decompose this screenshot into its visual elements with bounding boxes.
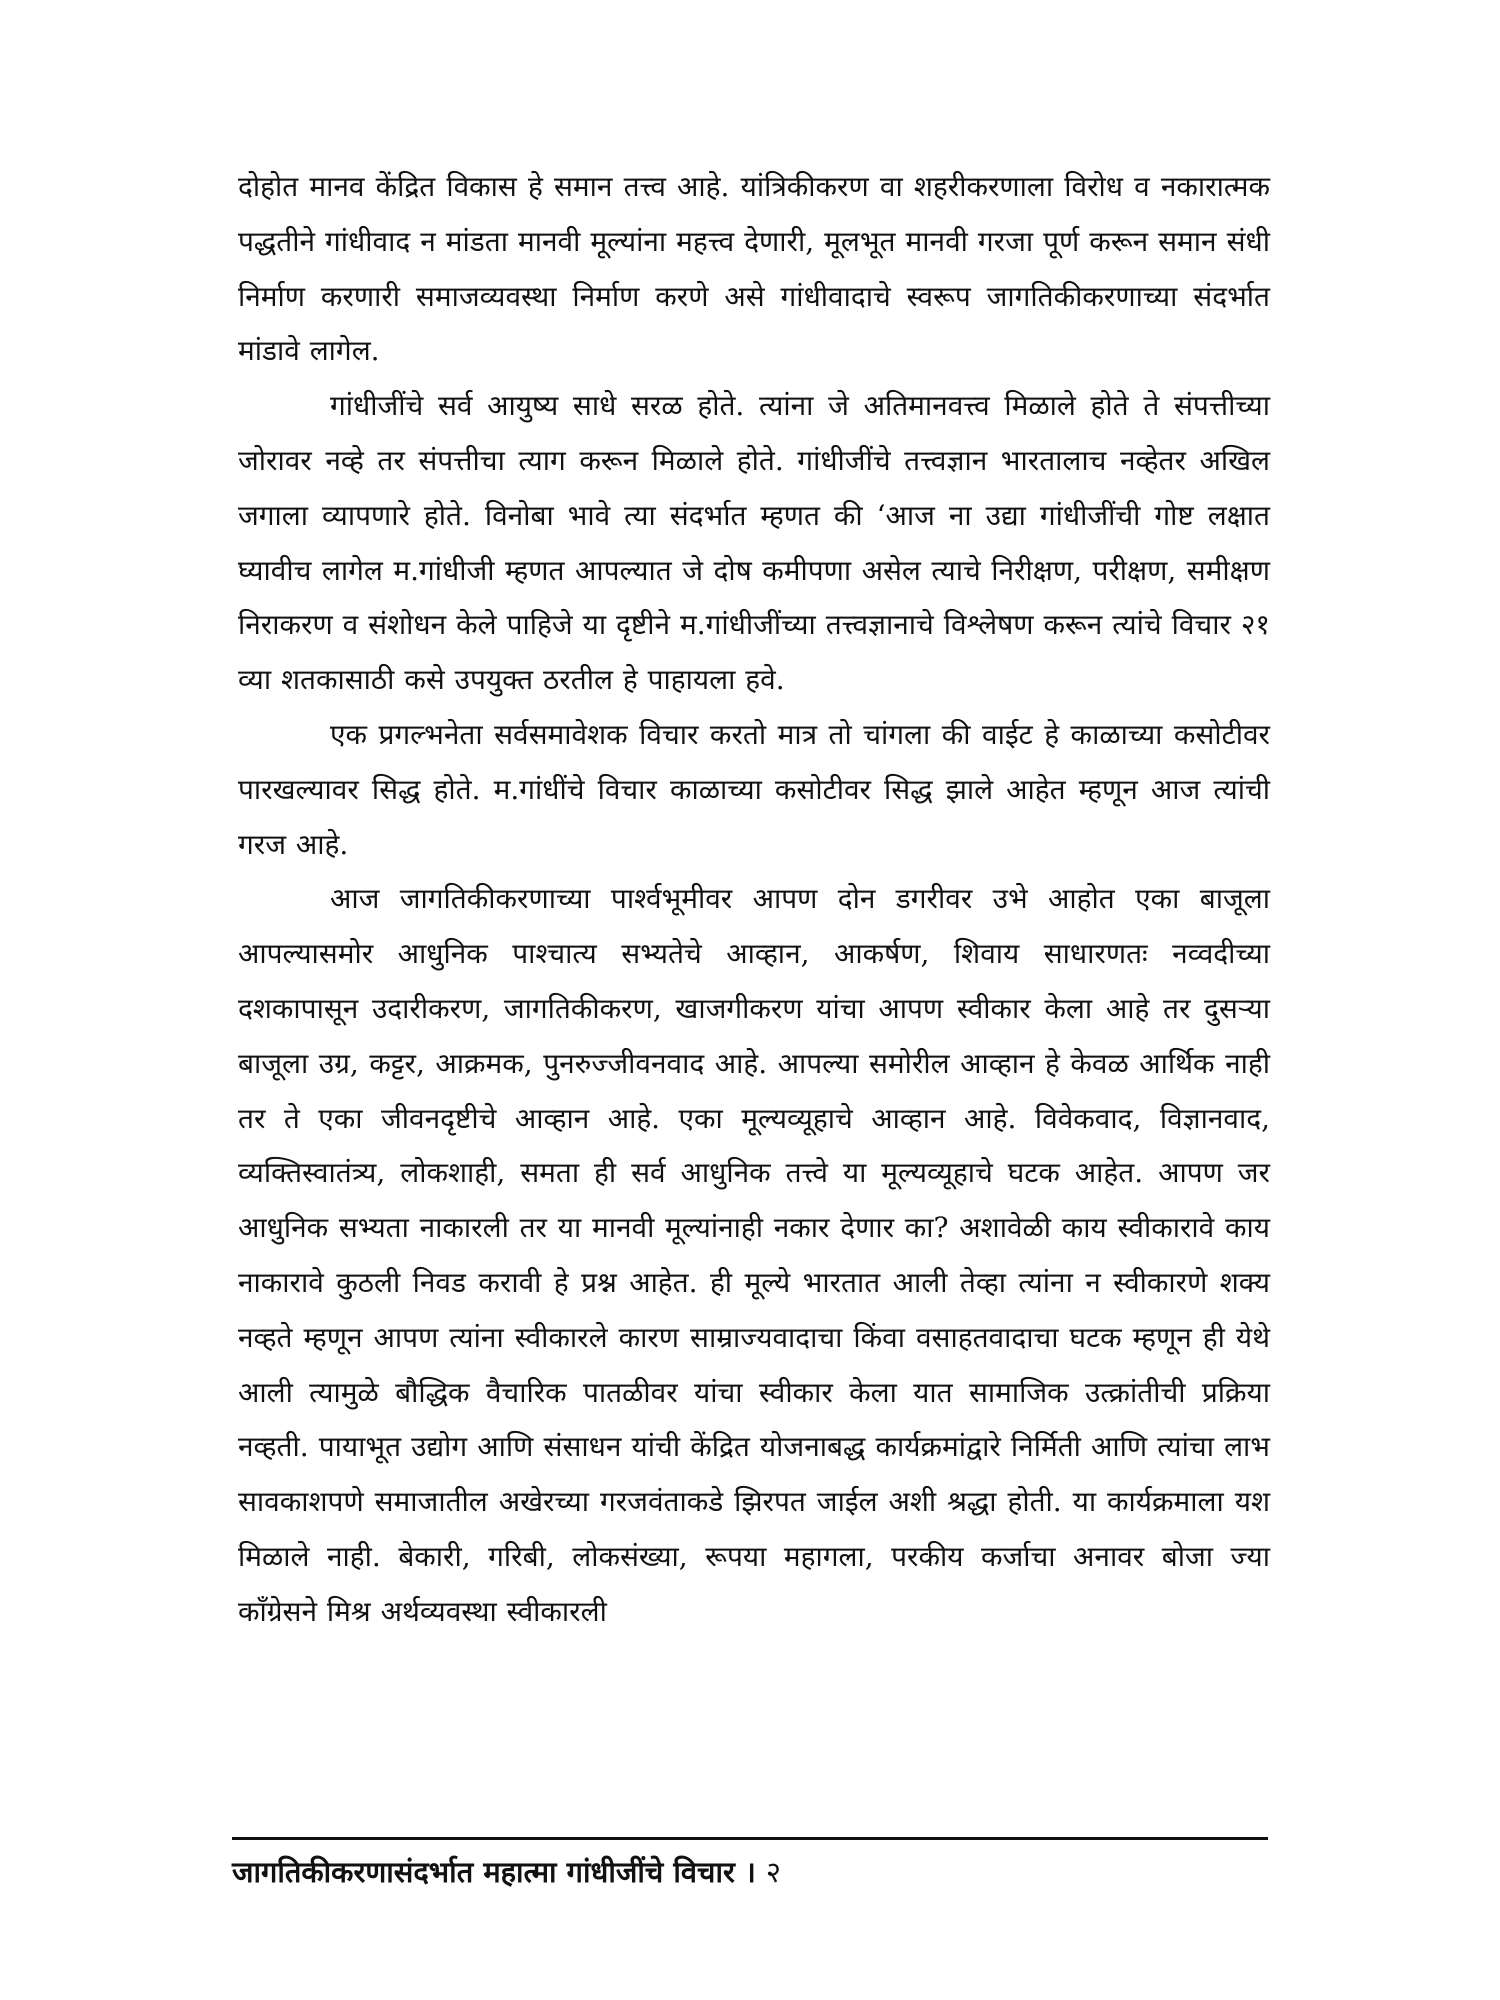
paragraph-3: एक प्रगल्भनेता सर्वसमावेशक विचार करतो मात्र तो चांगला की वाईट हे काळाच्या कसोटीवर पारखल्यावर सिद्ध होते. म.गांधींचे विचार काळाच्या कसोटीवर सिद्ध झाले आहेत म्हणून आज त्यांची गरज आहे. (238, 717, 1270, 861)
footer-title: जागतिकीकरणासंदर्भात महात्मा गांधीजींचे विचार (232, 1855, 735, 1889)
paragraph-4: आज जागतिकीकरणाच्या पार्श्वभूमीवर आपण दोन डगरीवर उभे आहोत एका बाजूला आपल्यासमोर आधुनिक पाश्चात्य सभ्यतेचे आव्हान, आकर्षण, शिवाय साधारणतः नव्वदीच्या दशकापासून उदारीकरण, जागतिकीकरण, खाजगीकरण यांचा आपण स्वीकार केला आहे तर दुसऱ्या बाजूला उग्र, कट्टर, आक्रमक, पुनरुज्जीवनवाद आहे. आपल्या समोरील आव्हान हे केवळ आर्थिक नाही तर ते एका जीवनदृष्टीचे आव्हान आहे. एका मूल्यव्यूहाचे आव्हान आहे. विवेकवाद, विज्ञानवाद, व्यक्तिस्वातंत्र्य, लोकशाही, समता ही सर्व आधुनिक तत्त्वे या मूल्यव्यूहाचे घटक आहेत. आपण जर आधुनिक सभ्यता नाकारली तर या मानवी मूल्यांनाही नकार देणार का? अशावेळी काय स्वीकारावे काय नाकारावे कुठली निवड करावी हे प्रश्न आहेत. ही मूल्ये भारतात आली तेव्हा त्यांना न स्वीकारणे शक्य नव्हते म्हणून आपण त्यांना स्वीकारले कारण साम्राज्यवादाचा किंवा वसाहतवादाचा घटक म्हणून ही येथे आली त्यामुळे बौद्धिक वैचारिक पातळीवर यांचा स्वीकार केला यात सामाजिक उत्क्रांतीची प्रक्रिया नव्हती. पायाभूत उद्योग आणि संसाधन यांची केंद्रित योजनाबद्ध कार्यक्रमांद्वारे निर्मिती आणि त्यांचा लाभ सावकाशपणे समाजातील अखेरच्या गरजवंताकडे झिरपत जाईल अशी श्रद्धा होती. या कार्यक्रमाला यश मिळाले नाही. बेकारी, गरिबी, लोकसंख्या, रूपया महागला, परकीय कर्जाचा अनावर बोजा ज्या काँग्रेसने मिश्र अर्थव्यवस्था स्वीकारली (238, 882, 1270, 1628)
running-footer (232, 1842, 781, 1902)
paragraph-1: दोहोत मानव केंद्रित विकास हे समान तत्त्व आहे. यांत्रिकीकरण वा शहरीकरणाला विरोध व नकारात्मक पद्धतीने गांधीवाद न मांडता मानवी मूल्यांना महत्त्व देणारी, मूलभूत मानवी गरजा पूर्ण करून समान संधी निर्माण करणारी समाजव्यवस्था निर्माण करणे असे गांधीवादाचे स्वरूप जागतिकीकरणाच्या संदर्भात मांडावे लागेल. (238, 170, 1270, 368)
footer-separator: । (744, 1855, 756, 1889)
page-number: २ (765, 1855, 781, 1889)
body-text (238, 160, 1270, 1640)
footer-divider (232, 1837, 1268, 1840)
paragraph-2: गांधीजींचे सर्व आयुष्य साधे सरळ होते. त्यांना जे अतिमानवत्त्व मिळाले होते ते संपत्तीच्या जोरावर नव्हे तर संपत्तीचा त्याग करून मिळाले होते. गांधीजींचे तत्त्वज्ञान भारतालाच नव्हेतर अखिल जगाला व्यापणारे होते. विनोबा भावे त्या संदर्भात म्हणत की ‘आज ना उद्या गांधीजींची गोष्ट लक्षात घ्यावीच लागेल म.गांधीजी म्हणत आपल्यात जे दोष कमीपणा असेल त्याचे निरीक्षण, परीक्षण, समीक्षण निराकरण व संशोधन केले पाहिजे या दृष्टीने म.गांधीजींच्या तत्त्वज्ञानाचे विश्लेषण करून त्यांचे विचार २१ व्या शतकासाठी कसे उपयुक्त ठरतील हे पाहायला हवे. (238, 389, 1270, 697)
